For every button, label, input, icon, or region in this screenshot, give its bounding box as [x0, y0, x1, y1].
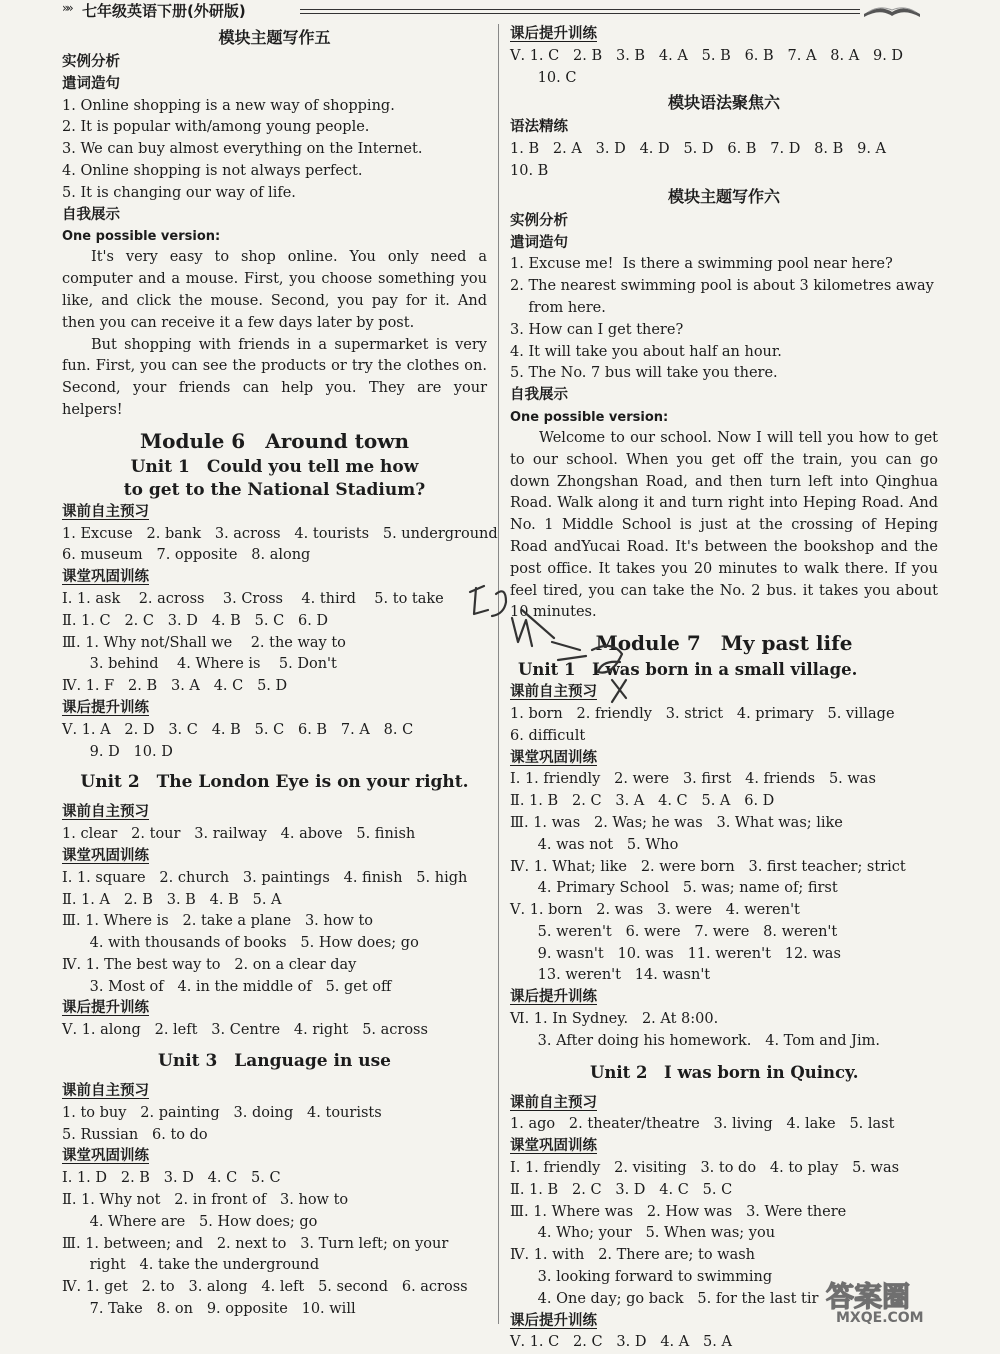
book-icon — [862, 0, 922, 18]
sentence-line: 5. It is changing our way of life. — [62, 184, 296, 201]
class-practice-label: 课堂巩固训练 — [510, 1138, 597, 1155]
answer-line: 4. One day; go back 5. for the last tir — [510, 1290, 819, 1307]
answer-line: 4. Primary School 5. was; name of; first — [510, 880, 838, 897]
writing6-title: 模块主题写作六 — [667, 186, 780, 206]
analysis-label: 实例分析 — [510, 212, 568, 229]
page-header — [0, 0, 1000, 20]
answer-line: 7. Take 8. on 9. opposite 10. will — [62, 1301, 356, 1318]
grammar-label: 语法精练 — [510, 119, 568, 136]
answer-line: 1. ago 2. theater/theatre 3. living 4. lake 5. last — [510, 1116, 895, 1133]
after-class-label: 课后提升训练 — [62, 1000, 149, 1017]
answer-line: Ⅵ. 1. In Sydney. 2. At 8:00. — [510, 1011, 719, 1028]
answer-line: 10. C — [510, 69, 577, 86]
sentence-line: 4. It will take you about half an hour. — [510, 343, 782, 360]
answer-line: Ⅱ. 1. B 2. C 3. A 4. C 5. A 6. D — [510, 793, 775, 810]
answer-line: Ⅳ. 1. The best way to 2. on a clear day — [62, 956, 357, 973]
answer-line: Ⅴ. 1. C 2. C 3. D 4. A 5. A — [510, 1334, 732, 1351]
unit2-title: Unit 2 I was born in Quincy. — [590, 1062, 859, 1082]
book-title: 七年级英语下册(外研版) — [82, 2, 246, 20]
watermark-text: 答案圈 — [826, 1280, 911, 1313]
answer-line: 5. Russian 6. to do — [62, 1126, 208, 1143]
show-label: 自我展示 — [62, 206, 120, 223]
unit2-title: Unit 2 The London Eye is on your right. — [80, 772, 469, 793]
answer-line: 6. difficult — [510, 727, 586, 744]
answer-line: 4. Who; your 5. When was; you — [510, 1225, 776, 1242]
grammar6-title: 模块语法聚焦六 — [667, 93, 780, 113]
sentence-line: 1. Excuse me! Is there a swimming pool near here? — [510, 256, 893, 273]
class-practice-label: 课堂巩固训练 — [510, 749, 597, 766]
module6-title: Module 6 Around town — [140, 428, 409, 453]
answer-line: Ⅰ. 1. square 2. church 3. paintings 4. finish 5. high — [62, 869, 468, 886]
answer-line: Ⅱ. 1. C 2. C 3. D 4. B 5. C 6. D — [62, 612, 329, 629]
sentence-line: 4. Online shopping is not always perfect. — [62, 162, 363, 179]
class-practice-label: 课堂巩固训练 — [62, 847, 149, 864]
pre-study-label: 课前自主预习 — [62, 503, 149, 520]
header-rule — [300, 9, 860, 14]
answer-line: Ⅲ. 1. Where is 2. take a plane 3. how to — [62, 913, 374, 930]
answer-line: 3. Most of 4. in the middle of 5. get off — [62, 978, 392, 995]
sentence-line: from here. — [510, 299, 606, 316]
answer-line: Ⅴ. 1. C 2. B 3. B 4. A 5. B 6. B 7. A 8. A 9. D — [510, 47, 904, 64]
answer-line: 9. D 10. D — [62, 743, 173, 760]
essay-paragraph: Welcome to our school. Now I will tell you how to get to our school. When you get off the train, you can go down Zhongshan Road, and then turn left into Qinghua Road. Walk along it and turn right into Heping Road. And No. 1 Middle School is just at the crossing of Heping Road andYucai Road. It's between the bookshop and the post office. It takes you 20 minutes to walk there. If you feel tired, you can take the No. 2 bus. it takes you about 10 minutes. — [510, 429, 938, 621]
answer-line: 4. with thousands of books 5. How does; go — [62, 935, 419, 952]
after-class-label: 课后提升训练 — [510, 989, 597, 1006]
sentences-label: 遣词造句 — [62, 75, 120, 92]
pre-study-label: 课前自主预习 — [62, 804, 149, 821]
answer-line: 9. wasn't 10. was 11. weren't 12. was — [510, 945, 841, 962]
answer-line: 3. behind 4. Where is 5. Don't — [62, 656, 337, 673]
answer-line: Ⅰ. 1. friendly 2. were 3. first 4. friends 5. was — [510, 771, 876, 788]
answer-line: 3. looking forward to swimming — [510, 1269, 773, 1286]
left-column — [62, 24, 498, 1321]
answer-line: Ⅳ. 1. What; like 2. were born 3. first teacher; strict — [510, 858, 906, 875]
sentences-label: 遣词造句 — [510, 234, 568, 251]
answer-line: 1. born 2. friendly 3. strict 4. primary 5. village — [510, 705, 895, 722]
sentence-line: 2. The nearest swimming pool is about 3 kilometres away — [510, 278, 934, 295]
answer-line: right 4. take the underground — [62, 1257, 320, 1274]
answer-line: Ⅲ. 1. was 2. Was; he was 3. What was; like — [510, 814, 843, 831]
essay-paragraph: It's very easy to shop online. You only need a computer and a mouse. First, you choose something you like, and click the mouse. Second, you pay for it. And then you can receive it a few days later by post. — [62, 249, 487, 331]
watermark-url: MXQE.COM — [836, 1310, 924, 1324]
writing5-title: 模块主题写作五 — [218, 28, 331, 47]
answer-line: Ⅱ. 1. B 2. C 3. D 4. C 5. C — [510, 1181, 733, 1198]
header-arrows: »» — [62, 1, 71, 15]
answer-line: Ⅳ. 1. F 2. B 3. A 4. C 5. D — [62, 678, 288, 695]
class-practice-label: 课堂巩固训练 — [62, 569, 149, 586]
sentence-line: 3. How can I get there? — [510, 321, 684, 338]
answer-line: Ⅳ. 1. get 2. to 3. along 4. left 5. second 6. across — [62, 1279, 468, 1296]
answer-line: Ⅴ. 1. along 2. left 3. Centre 4. right 5. across — [62, 1022, 428, 1039]
class-practice-label: 课堂巩固训练 — [62, 1148, 149, 1165]
answer-line: 4. was not 5. Who — [510, 836, 679, 853]
answer-line: 1. clear 2. tour 3. railway 4. above 5. finish — [62, 826, 416, 843]
after-class-label: 课后提升训练 — [62, 699, 149, 716]
answer-line: 3. After doing his homework. 4. Tom and Jim. — [510, 1032, 880, 1049]
answer-line: Ⅴ. 1. A 2. D 3. C 4. B 5. C 6. B 7. A 8. C — [62, 721, 414, 738]
unit3-title: Unit 3 Language in use — [158, 1051, 391, 1072]
answer-line: Ⅲ. 1. Why not/Shall we 2. the way to — [62, 634, 346, 651]
handwriting-scribble — [462, 580, 662, 720]
answer-line: Ⅳ. 1. with 2. There are; to wash — [510, 1247, 755, 1264]
answer-line: 1. Excuse 2. bank 3. across 4. tourists 5. underground — [62, 525, 498, 542]
pre-study-label: 课前自主预习 — [62, 1083, 149, 1100]
pre-study-label: 课前自主预习 — [510, 1094, 597, 1111]
answer-line: Ⅰ. 1. friendly 2. visiting 3. to do 4. to play 5. was — [510, 1160, 900, 1177]
answer-line: Ⅱ. 1. Why not 2. in front of 3. how to — [62, 1192, 349, 1209]
answer-line: Ⅲ. 1. Where was 2. How was 3. Were there — [510, 1203, 847, 1220]
unit1-title: Unit 1 Could you tell me how — [130, 456, 419, 477]
sentence-line: 5. The No. 7 bus will take you there. — [510, 365, 778, 382]
analysis-label: 实例分析 — [62, 54, 120, 70]
show-label: 自我展示 — [510, 387, 568, 404]
unit1-title-cont: to get to the National Stadium? — [123, 479, 426, 500]
answer-line: Ⅱ. 1. A 2. B 3. B 4. B 5. A — [62, 891, 282, 908]
answer-line: 10. B — [510, 162, 549, 179]
sentence-line: 3. We can buy almost everything on the Internet. — [62, 141, 423, 158]
answer-line: 6. museum 7. opposite 8. along — [62, 547, 311, 564]
module7-title: Module 7 My past life — [595, 631, 853, 656]
answer-line: Ⅴ. 1. born 2. was 3. were 4. weren't — [510, 902, 800, 919]
version-label: One possible version: — [510, 409, 669, 425]
answer-line: 1. B 2. A 3. D 4. D 5. D 6. B 7. D 8. B 9. A — [510, 141, 887, 158]
sentence-line: 1. Online shopping is a new way of shopping. — [62, 97, 395, 114]
after-class-label: 课后提升训练 — [510, 26, 597, 42]
pre-study-label: 课前自主预习 — [510, 684, 597, 701]
answer-line: Ⅰ. 1. ask 2. across 3. Cross 4. third 5. to take — [62, 590, 444, 607]
unit1-title: Unit 1 I was born in a small village. — [518, 660, 858, 680]
answer-line: 5. weren't 6. were 7. were 8. weren't — [510, 923, 838, 940]
watermark-logo — [818, 1276, 993, 1324]
after-class-label: 课后提升训练 — [510, 1312, 597, 1329]
answer-line: Ⅲ. 1. between; and 2. next to 3. Turn left; on your — [62, 1235, 449, 1252]
answer-line: 1. to buy 2. painting 3. doing 4. tourists — [62, 1104, 382, 1121]
sentence-line: 2. It is popular with/among young people. — [62, 119, 370, 136]
answer-line: 4. Where are 5. How does; go — [62, 1213, 318, 1230]
essay-paragraph: But shopping with friends in a supermarket is very fun. First, you can see the products or try the clothes on. Second, your friends can help you. They are your helpers! — [62, 336, 487, 418]
version-label: One possible version: — [62, 229, 221, 245]
answer-line: Ⅰ. 1. D 2. B 3. D 4. C 5. C — [62, 1170, 281, 1187]
answer-line: 13. weren't 14. wasn't — [510, 967, 711, 984]
